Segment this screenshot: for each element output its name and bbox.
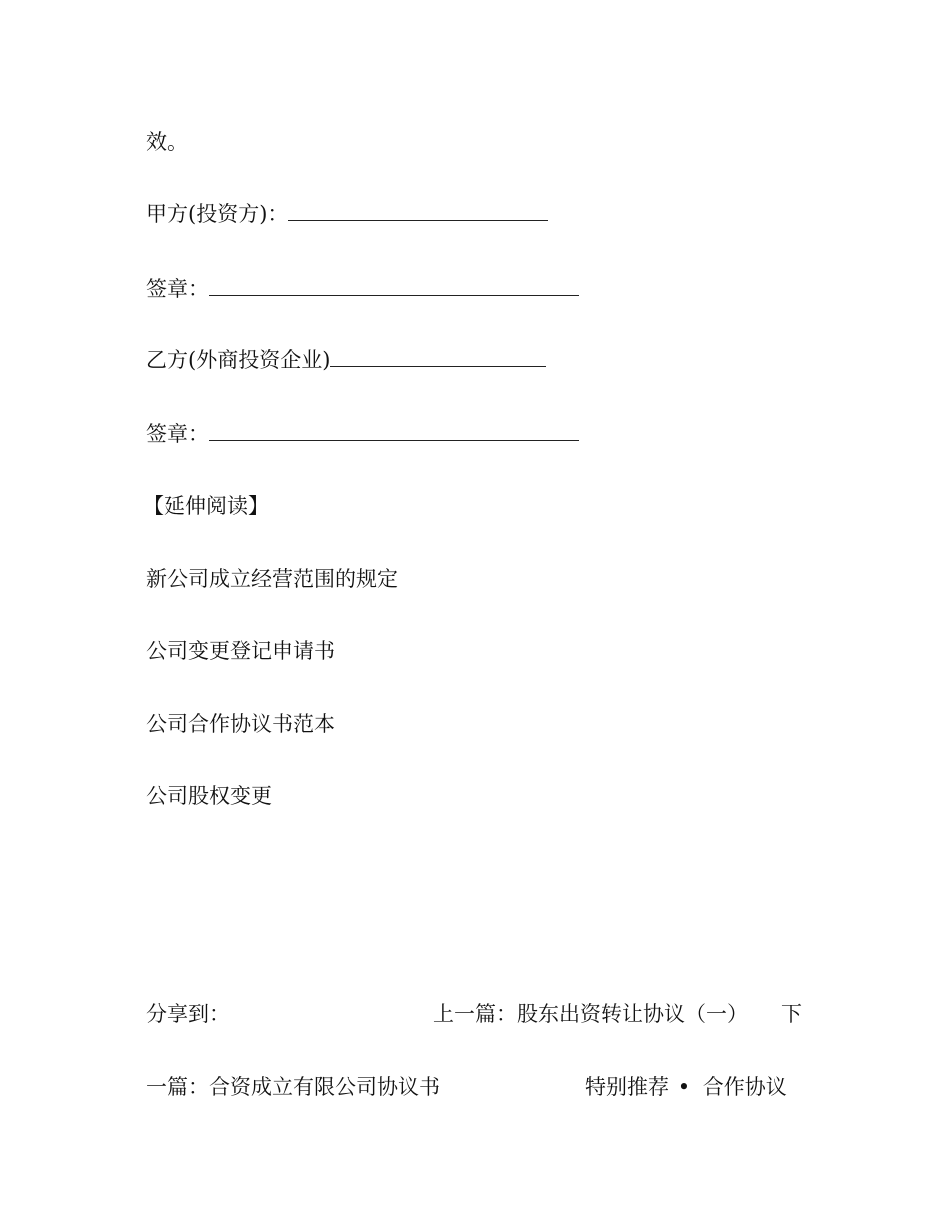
recommend-label: 特别推荐 bbox=[585, 1075, 669, 1099]
party-a-label: 甲方(投资方)： bbox=[146, 202, 289, 226]
signature-blank-1 bbox=[209, 277, 579, 296]
recommend-link[interactable]: 合作协议 bbox=[702, 1075, 787, 1099]
prev-article-link[interactable]: 股东出资转让协议（一） bbox=[517, 1002, 748, 1026]
extended-reading-heading: 【延伸阅读】 bbox=[143, 494, 269, 518]
extended-reading-link[interactable]: 新公司成立经营范围的规定 bbox=[146, 567, 398, 591]
party-b-line bbox=[146, 346, 546, 374]
signature-label-2: 签章： bbox=[146, 422, 209, 446]
prev-article[interactable] bbox=[433, 1000, 748, 1028]
extended-reading-item[interactable] bbox=[146, 782, 272, 810]
party-b-label: 乙方(外商投资企业) bbox=[146, 348, 331, 372]
share-label: 分享到： bbox=[146, 1002, 230, 1026]
party-b-blank bbox=[330, 348, 546, 367]
next-article[interactable] bbox=[146, 1073, 440, 1101]
extended-reading-item[interactable] bbox=[146, 565, 398, 593]
contract-tail-text: 效。 bbox=[146, 130, 188, 154]
next-article-link[interactable]: 合资成立有限公司协议书 bbox=[209, 1075, 440, 1099]
extended-reading-link[interactable]: 公司股权变更 bbox=[146, 784, 272, 808]
extended-reading-link[interactable]: 公司变更登记申请书 bbox=[146, 639, 335, 663]
next-article-label: 一篇： bbox=[146, 1075, 209, 1099]
signature-label-1: 签章： bbox=[146, 277, 209, 301]
extended-reading-item[interactable] bbox=[146, 637, 335, 665]
extended-reading-item[interactable] bbox=[146, 710, 335, 738]
signature-line-2 bbox=[146, 420, 579, 448]
next-article-label-part1: 下 bbox=[781, 1002, 802, 1026]
signature-line-1 bbox=[146, 275, 579, 303]
signature-blank-2 bbox=[209, 422, 579, 441]
party-a-blank bbox=[288, 202, 548, 221]
prev-article-label: 上一篇： bbox=[433, 1002, 517, 1026]
extended-reading-link[interactable]: 公司合作协议书范本 bbox=[146, 712, 335, 736]
party-a-line bbox=[146, 200, 548, 228]
special-recommend bbox=[585, 1073, 787, 1101]
bullet-icon: • bbox=[677, 1075, 691, 1099]
